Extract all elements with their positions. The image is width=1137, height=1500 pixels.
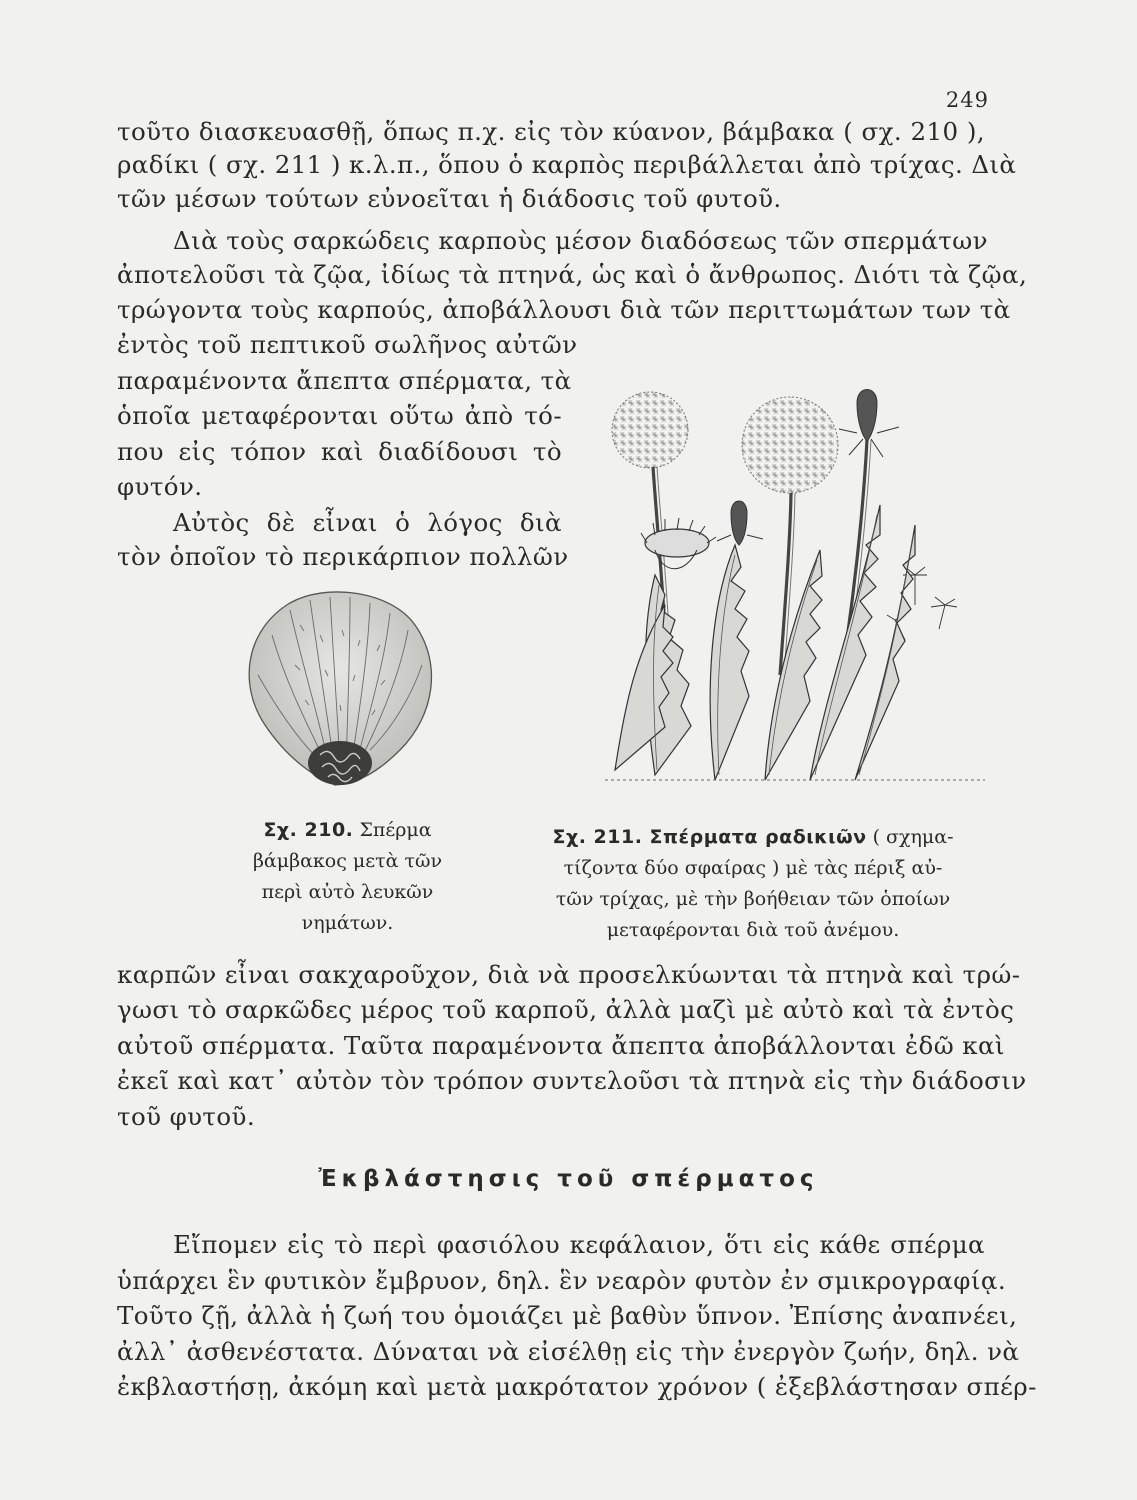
text-line: παραμένοντα ἄπεπτα σπέρματα, τὰ (117, 366, 572, 395)
text-line: Αὐτὸς δὲ εἶναι ὁ λόγος διὰ (173, 508, 562, 537)
caption-line: ( σχημα- (872, 826, 954, 848)
text-line: καρπῶν εἶναι σακχαροῦχον, διὰ νὰ προσελκύωνται τὰ πτηνὰ καὶ τρώ- (117, 960, 1021, 989)
dandelion-icon (595, 375, 990, 795)
caption-line: νημάτων. (301, 912, 394, 934)
caption-line: Σπέρμα (359, 819, 432, 841)
text-line: ἐντὸς τοῦ πεπτικοῦ σωλῆνος αὐτῶν (117, 330, 578, 359)
section-heading: Ἐκβλάστησις τοῦ σπέρματος (318, 1166, 819, 1192)
text-line: ραδίκι ( σχ. 211 ) κ.λ.π., ὅπου ὁ καρπὸς περιβάλλεται ἀπὸ τρίχας. Διὰ (117, 150, 1017, 179)
text-line: γωσι τὸ σαρκῶδες μέρος τοῦ καρποῦ, ἀλλὰ μαζὶ μὲ αὐτὸ καὶ τὰ ἐντὸς (117, 995, 1015, 1024)
text-line: ἀποτελοῦσι τὰ ζῷα, ἰδίως τὰ πτηνά, ὡς καὶ ὁ ἄνθρωπος. Διότι τὰ ζῷα, (117, 260, 1028, 289)
text-line: ἀλλ᾽ ἀσθενέστατα. Δύναται νὰ εἰσέλθῃ εἰς τὴν ἐνεργὸν ζωήν, δηλ. νὰ (117, 1337, 1020, 1366)
text-line: ἐκβλαστήσῃ, ἀκόμη καὶ μετὰ μακρότατον χρόνον ( ἐξεβλάστησαν σπέρ- (117, 1372, 1037, 1401)
text-line: Τοῦτο ζῇ, ἀλλὰ ἡ ζωή του ὁμοιάζει μὲ βαθὺν ὕπνον. Ἐπίσης ἀναπνέει, (117, 1301, 1018, 1330)
caption-line: περὶ αὐτὸ λευκῶν (261, 881, 434, 903)
figure-210-caption (230, 815, 465, 939)
text-line: ἐκεῖ καὶ κατ᾽ αὐτὸν τὸν τρόπον συντελοῦσι τὰ πτηνὰ εἰς τὴν διάδοσιν (117, 1066, 1027, 1095)
text-line: αὐτοῦ σπέρματα. Ταῦτα παραμένοντα ἄπεπτα ἀποβάλλονται ἐδῶ καὶ (117, 1031, 1005, 1060)
caption-line: τίζοντα δύο σφαίρας ) μὲ τὰς πέριξ αὐ- (563, 857, 943, 879)
text-line: τοῦτο διασκευασθῇ, ὅπως π.χ. εἰς τὸν κύανον, βάμβακα ( σχ. 210 ), (117, 117, 985, 146)
figure-211-label: Σχ. 211. Σπέρματα ραδικιῶν (552, 826, 867, 848)
caption-line: μεταφέρονται διὰ τοῦ ἀνέμου. (606, 919, 900, 941)
text-line: ὑπάρχει ἓν φυτικὸν ἔμβρυον, δηλ. ἓν νεαρὸν φυτὸν ἐν σμικρογραφίᾳ. (117, 1266, 1007, 1295)
text-line: Εἴπομεν εἰς τὸ περὶ φασιόλου κεφάλαιον, ὅτι εἰς κάθε σπέρμα (173, 1230, 985, 1259)
text-line: Διὰ τοὺς σαρκώδεις καρποὺς μέσον διαδόσεως τῶν σπερμάτων (173, 226, 988, 255)
caption-line: τῶν τρίχας, μὲ τὴν βοήθειαν τῶν ὁποίων (555, 888, 951, 910)
figure-210-label: Σχ. 210. (263, 819, 354, 841)
page-number: 249 (945, 88, 989, 112)
caption-line: βάμβακος μετὰ τῶν (252, 850, 443, 872)
text-line: ὁποῖα μεταφέρονται οὕτω ἀπὸ τό- (117, 401, 562, 430)
text-line: τρώγοντα τοὺς καρπούς, ἀποβάλλουσι διὰ τῶν περιττωμάτων των τὰ (117, 295, 1011, 324)
text-line: τῶν μέσων τούτων εὐνοεῖται ἡ διάδοσις τοῦ φυτοῦ. (117, 184, 782, 213)
text-line: τοῦ φυτοῦ. (117, 1102, 256, 1131)
text-line: τὸν ὁποῖον τὸ περικάρπιον πολλῶν (117, 542, 569, 571)
text-line: που εἰς τόπον καὶ διαδίδουσι τὸ (117, 437, 562, 466)
cotton-seed-icon (230, 585, 460, 800)
text-line: φυτόν. (117, 472, 203, 501)
figure-211-caption (518, 822, 988, 946)
